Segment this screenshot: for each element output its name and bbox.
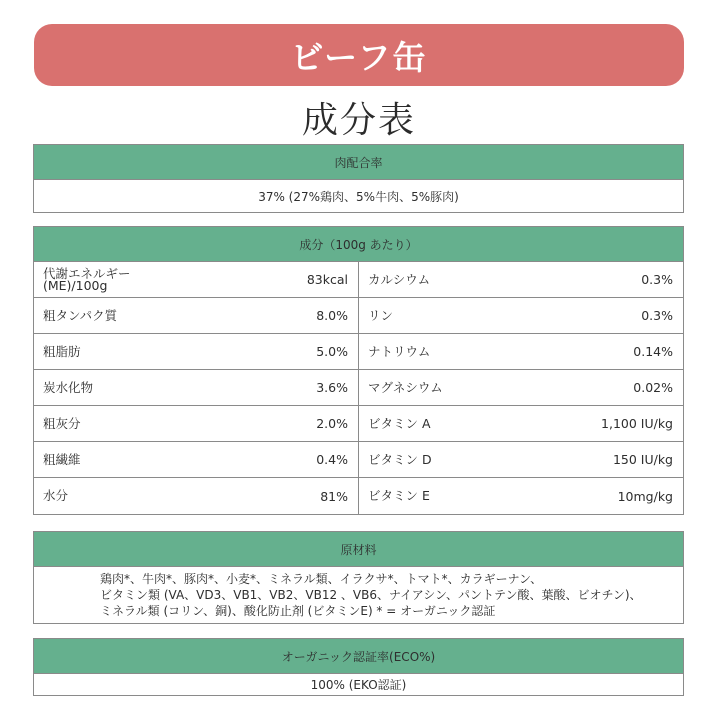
ingredients-line: ビタミン類 (VA、VD3、VB1、VB2、VB12 、VB6、ナイアシン、パントテン酸、葉酸、ビオチン)、	[100, 588, 642, 602]
organic-section	[33, 638, 684, 696]
nutrient-value: 3.6%	[316, 380, 348, 395]
nutrient-value: 81%	[320, 488, 348, 504]
nutrient-value: 1,100 IU/kg	[601, 416, 673, 431]
nutrient-value: 0.3%	[641, 308, 673, 323]
ingredients-header: 原材料	[34, 532, 683, 567]
nutrient-name: リン	[368, 307, 394, 323]
composition-table	[34, 262, 683, 514]
nutrient-value: 150 IU/kg	[612, 452, 673, 467]
ingredients-text	[34, 567, 683, 623]
organic-header: オーガニック認証率(ECO%)	[34, 639, 683, 674]
nutrient-name: 水分	[43, 488, 69, 503]
nutrient-name: 粗タンパク質	[43, 307, 118, 323]
composition-section	[33, 226, 684, 515]
nutrient-name: ビタミン A	[368, 415, 431, 431]
composition-header: 成分（100g あたり）	[34, 227, 683, 262]
ingredients-line: ミネラル類 (コリン、銅)、酸化防止剤 (ビタミンE) * = オーガニック認証	[100, 604, 496, 618]
nutrient-value: 10mg/kg	[617, 488, 673, 504]
nutrient-name: 粗灰分	[43, 415, 81, 431]
nutrient-row	[34, 406, 358, 442]
nutrient-row	[359, 298, 683, 334]
nutrient-row	[359, 478, 683, 514]
nutrient-value: 0.4%	[316, 452, 348, 467]
nutrient-name: ビタミン D	[368, 451, 432, 467]
nutrient-name: ナトリウム	[368, 343, 431, 359]
composition-left-column	[34, 262, 359, 514]
meat-ratio-header: 肉配合率	[34, 145, 683, 180]
ingredients-section	[33, 531, 684, 624]
nutrient-value: 0.3%	[641, 272, 673, 287]
nutrient-row	[359, 442, 683, 478]
nutrient-row	[34, 262, 358, 298]
nutrient-name: 粗繊維	[43, 451, 81, 467]
ingredients-line: 鶏肉*、牛肉*、豚肉*、小麦*、ミネラル類、イラクサ*、トマト*、カラギーナン、	[100, 572, 543, 586]
nutrient-row	[34, 478, 358, 514]
nutrient-row	[359, 406, 683, 442]
nutrient-row	[34, 298, 358, 334]
nutrient-name: 粗脂肪	[43, 343, 81, 359]
nutrient-row	[34, 370, 358, 406]
meat-ratio-section	[33, 144, 684, 213]
nutrient-row	[34, 442, 358, 478]
nutrient-row	[359, 262, 683, 298]
nutrient-name: マグネシウム	[368, 379, 443, 395]
nutrient-value: 0.02%	[633, 380, 673, 395]
title-banner	[34, 24, 684, 86]
nutrient-value: 8.0%	[316, 308, 348, 323]
nutrient-name: 代謝エネルギー (ME)/100g	[43, 265, 131, 293]
nutrient-row	[359, 334, 683, 370]
nutrient-value: 2.0%	[316, 416, 348, 431]
page-subtitle: 成分表	[301, 100, 416, 141]
nutrient-name: ビタミン E	[368, 488, 430, 503]
nutrient-name: カルシウム	[368, 271, 431, 287]
meat-ratio-value: 37% (27%鶏肉、5%牛肉、5%豚肉)	[258, 189, 459, 204]
nutrient-row	[359, 370, 683, 406]
organic-value: 100% (EKO認証)	[310, 678, 407, 692]
composition-right-column	[359, 262, 683, 514]
product-title: ビーフ缶	[290, 37, 428, 77]
nutrient-value: 0.14%	[633, 344, 673, 359]
nutrient-value: 5.0%	[316, 344, 348, 359]
nutrient-row	[34, 334, 358, 370]
nutrient-name: 炭水化物	[43, 379, 94, 395]
nutrient-value: 83kcal	[306, 272, 348, 287]
